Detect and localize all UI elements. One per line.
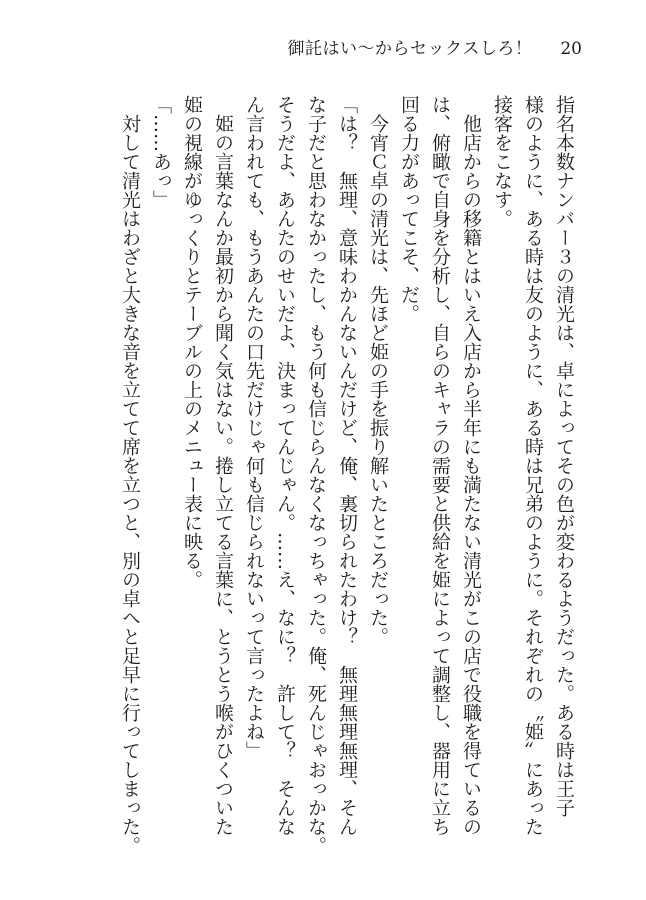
text-line: な子だと思わなかったし、もう何も信じらんなくなっちゃった。俺、死んじゃおっかな。 — [305, 95, 327, 855]
text-line: 他店からの移籍とはいえ入店から半年にも満たない清光がこの店で役職を得ているの — [460, 95, 482, 836]
book-title: 御託はい〜からセックスしろ！ — [287, 39, 533, 59]
text-line: 接客をこなす。 — [491, 95, 513, 228]
text-line: 指名本数ナンバー３の清光は、卓によってその色が変わるようだった。ある時は王子 — [553, 95, 575, 817]
text-line: 「は？ 無理、意味わかんないんだけど、俺、裏切られたわけ？ 無理無理無理、そん — [336, 95, 358, 836]
text-line: 姫の言葉なんか最初から聞く気はない。捲し立てる言葉に、とうとう喉がひくついた — [212, 95, 234, 836]
text-line: 対して清光はわざと大きな音を立てて席を立つと、別の卓へと足早に行ってしまった。 — [119, 95, 141, 855]
text-line: 「……あっ」 — [150, 95, 172, 209]
text-line: 今宵Ｃ卓の清光は、先ほど姫の手を振り解いたところだった。 — [367, 95, 389, 646]
text-line: 姫の視線がゆっくりとテーブルの上のメニュー表に映る。 — [181, 95, 203, 589]
text-line: ん言われても、もうあんたの口先だけじゃ何も信じられないって言ったよね」 — [243, 95, 265, 760]
text-line: 様のように、ある時は友のように、ある時は兄弟のように。それぞれの〝姫〟にあった — [522, 95, 544, 836]
text-line: そうだよ、あんたのせいだよ、決まってんじゃん。……え、なに？ 許して？ そんな — [274, 95, 296, 836]
text-line: は、俯瞰で自身を分析し、自らのキャラの需要と供給を姫によって調整し、器用に立ち — [429, 95, 451, 836]
page-number: 20 — [560, 39, 582, 59]
text-line: 回る力があってこそ、だ。 — [398, 95, 420, 323]
